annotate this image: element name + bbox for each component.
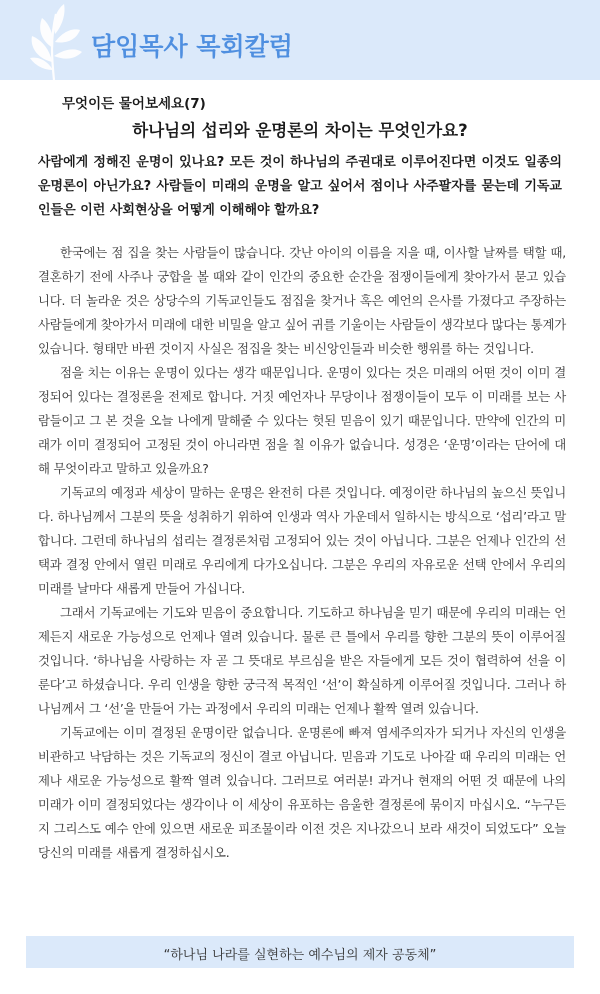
body-paragraph: 기독교에는 이미 결정된 운명이란 없습니다. 운명론에 빠져 염세주의자가 되거나 자신의 인생을 비관하고 낙담하는 것은 기독교의 정신이 결코 아닙니다. 믿음과 기도로 나아갈 때 우리의 미래는 언제나 새로운 가능성으로 활짝 열려 있습니다. 그러므로 여러분! 과거나 현재의 어떤 것 때문에 나의 미래가 이미 결정되었다는 생각이나 이 세상이 유포하는 음울한 결정론에 묶이지 마십시오. “누구든지 그리스도 예수 안에 있으면 새로운 피조물이라 이전 것은 지나갔으니 보라 새것이 되었도다” 오늘 당신의 미래를 새롭게 결정하십시오. — [38, 725, 566, 860]
header-band — [0, 0, 600, 80]
body-paragraph: 그래서 기독교에는 기도와 믿음이 중요합니다. 기도하고 하나님을 믿기 때문에 우리의 미래는 언제든지 새로운 가능성으로 언제나 열려 있습니다. 물론 큰 틀에서 우리를 향한 그분의 뜻이 이루어질 것입니다. ‘하나님을 사랑하는 자 곧 그 뜻대로 부르심을 받은 자들에게 모든 것이 협력하여 선을 이룬다’고 하셨습니다. 우리 인생을 향한 궁극적 목적인 ‘선’이 확실하게 이루어질 것입니다. 그러나 하나님께서 그 ‘선’을 만들어 가는 과정에서 우리의 미래는 언제나 활짝 열려 있습니다. — [38, 605, 566, 716]
body-paragraph: 한국에는 점 집을 찾는 사람들이 많습니다. 갓난 아이의 이름을 지을 때, 이사할 날짜를 택할 때, 결혼하기 전에 사주나 궁합을 볼 때와 같이 인간의 중요한 순간을 점쟁이들에게 찾아가서 묻고 있습니다. 더 놀라운 것은 상당수의 기독교인들도 점집을 찾거나 혹은 예언의 은사를 가졌다고 주장하는 사람들에게 찾아가서 미래에 대한 비밀을 알고 싶어 귀를 기울이는 사람들이 생각보다 많다는 통계가 있습니다. 형태만 바뀐 것이지 사실은 점집을 찾는 비신앙인들과 비슷한 행위를 하는 것입니다. — [38, 245, 566, 356]
body-paragraph: 기독교의 예정과 세상이 말하는 운명은 완전히 다른 것입니다. 예정이란 하나님의 높으신 뜻입니다. 하나님께서 그분의 뜻을 성취하기 위하여 인생과 역사 가운데서 일하시는 방식으로 ‘섭리’라고 말합니다. 그런데 하나님의 섭리는 결정론처럼 고정되어 있는 것이 아닙니다. 그분은 언제나 인간의 선택과 결정 안에서 열린 미래로 우리에게 다가오십니다. 그분은 우리의 자유로운 선택 안에서 우리의 미래를 날마다 새롭게 만들어 가십니다. — [38, 485, 566, 596]
footer-band — [26, 936, 574, 968]
column-series-subtitle: 무엇이든 물어보세요(7) — [62, 96, 206, 112]
column-header-title: 담임목사 목회칼럼 — [91, 32, 293, 61]
question-text: 사람에게 정해진 운명이 있나요? 모든 것이 하나님의 주권대로 이루어진다면 이것도 일종의 운명론이 아닌가요? 사람들이 미래의 운명을 알고 싶어서 점이나 사주팔자를 묻는데 기독교인들은 이런 사회현상을 어떻게 이해해야 할까요? — [38, 155, 562, 218]
column-body — [38, 241, 566, 865]
column-title: 하나님의 섭리와 운명론의 차이는 무엇인가요? — [132, 121, 468, 140]
body-paragraph: 점을 치는 이유는 운명이 있다는 생각 때문입니다. 운명이 있다는 것은 미래의 어떤 것이 이미 결정되어 있다는 결정론을 전제로 합니다. 거짓 예언자나 무당이나 점쟁이들이 모두 이 미래를 보는 사람들이고 그 본 것을 오늘 나에게 말해줄 수 있다는 헛된 믿음이 있기 때문입니다. 만약에 인간의 미래가 이미 결정되어 고정된 것이 아니라면 점을 칠 이유가 없습니다. 성경은 ‘운명’이라는 단어에 대해 무엇이라고 말하고 있을까요? — [38, 365, 566, 476]
church-motto: “하나님 나라를 실현하는 예수님의 제자 공동체” — [163, 948, 437, 963]
leaf-branch-icon — [6, 0, 96, 80]
